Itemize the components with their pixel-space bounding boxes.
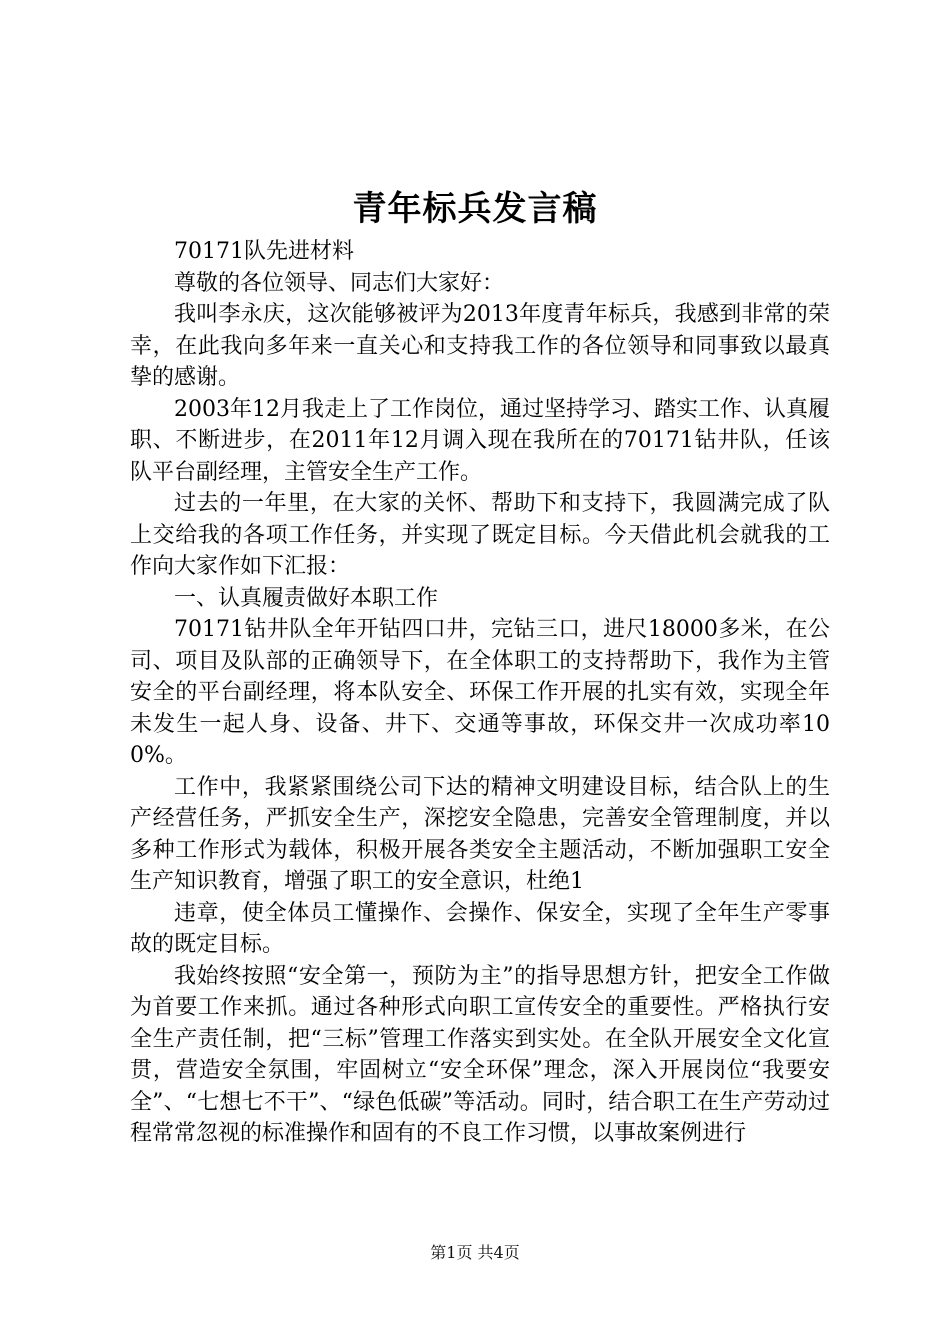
paragraph-greeting: 尊敬的各位领导、同志们大家好： [174, 270, 505, 296]
section-heading-duties: 一、认真履责做好本职工作 [174, 585, 439, 611]
page-number-footer: 第1页 共4页 [430, 1243, 520, 1262]
document-body [130, 236, 830, 1150]
paragraph-drilling-results: 70171钻井队全年开钻四口井，完钻三口，进尺18000多米，在公司、项目及队部的正确领导下，在全体职工的支持帮助下，我作为主管安全的平台副经理，将本队安全、环保工作开展的扎实有效，实现全年未发生一起人身、设备、井下、交通等事故，环保交井一次成功率100%。 [130, 617, 830, 768]
paragraph-safety-policy: 我始终按照“安全第一，预防为主”的指导思想方针，把安全工作做为首要工作来抓。通过各种形式向职工宣传安全的重要性。严格执行安全生产责任制，把“三标”管理工作落实到实处。在全队开展安全文化宣贯，营造安全氛围，牢固树立“安全环保”理念，深入开展岗位“我要安全”、“七想七不干”、“绿色低碳”等活动。同时，结合职工在生产劳动过程常常忽视的标准操作和固有的不良工作习惯，以事故案例进行 [130, 963, 830, 1146]
paragraph-career: 2003年12月我走上了工作岗位，通过坚持学习、踏实工作、认真履职、不断进步，在2011年12月调入现在我所在的70171钻井队，任该队平台副经理，主管安全生产工作。 [130, 396, 831, 485]
paragraph-heading-material: 70171队先进材料 [174, 239, 354, 264]
paragraph-past-year: 过去的一年里，在大家的关怀、帮助下和支持下，我圆满完成了队上交给我的各项工作任务，并实现了既定目标。今天借此机会就我的工作向大家作如下汇报： [130, 491, 830, 579]
paragraph-work-focus: 工作中，我紧紧围绕公司下达的精神文明建设目标，结合队上的生产经营任务，严抓安全生产，深挖安全隐患，完善安全管理制度，并以多种工作形式为载体，积极开展各类安全主题活动，不断加强职工安全生产知识教育，增强了职工的安全意识，杜绝1 [130, 774, 830, 894]
paragraph-violations: 违章，使全体员工懂操作、会操作、保安全，实现了全年生产零事故的既定目标。 [130, 900, 830, 957]
document-title: 青年标兵发言稿 [352, 189, 598, 229]
paragraph-introduction: 我叫李永庆，这次能够被评为2013年度青年标兵，我感到非常的荣幸，在此我向多年来一直关心和支持我工作的各位领导和同事致以最真挚的感谢。 [130, 302, 830, 390]
